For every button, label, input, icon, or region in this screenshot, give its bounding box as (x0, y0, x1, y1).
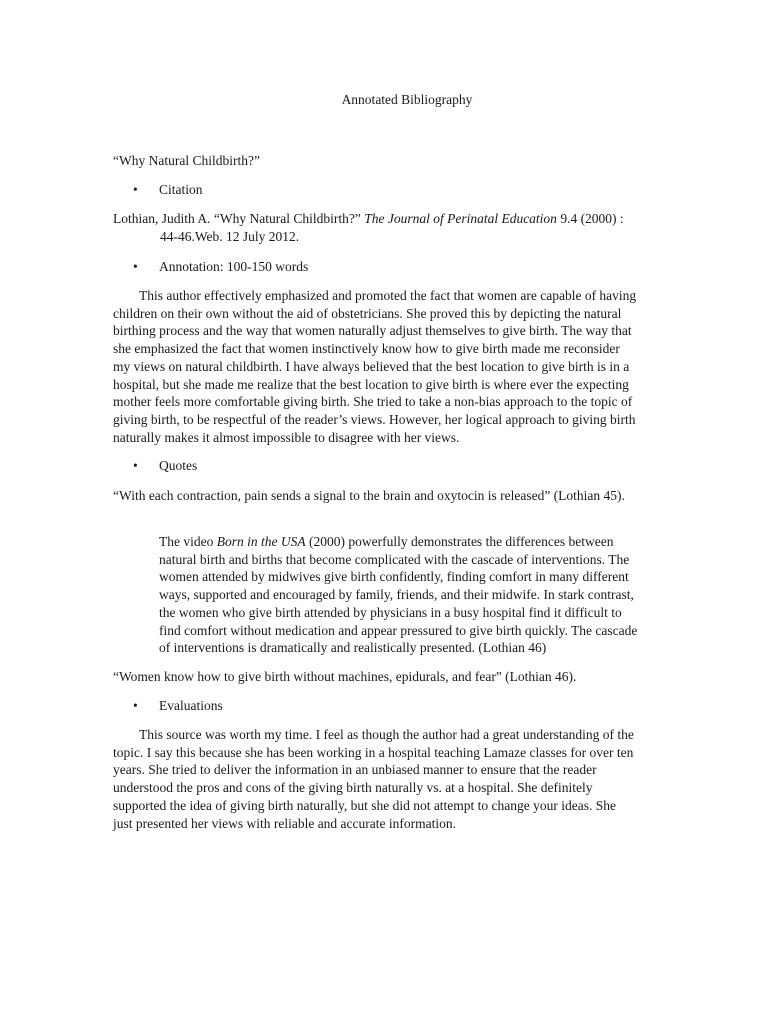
paragraph-line: she emphasized the fact that women instinctively know how to give birth made me reconsider (113, 341, 620, 357)
citation-line: 44-46.Web. 12 July 2012. (160, 228, 300, 244)
evaluations-paragraph (113, 726, 713, 832)
paragraph-line: understood the pros and cons of the giving birth naturally vs. at a hospital. She definitely (113, 780, 593, 796)
citation-journal: The Journal of Perinatal Education (364, 211, 557, 226)
annotation-heading: Annotation: 100-150 words (159, 259, 309, 274)
block-quote-line: natural birth and births that become complicated with the cascade of interventions. The (159, 551, 630, 567)
source-title: “Why Natural Childbirth?” (113, 153, 260, 168)
film-title: Born in the USA (216, 534, 306, 549)
block-quote (159, 533, 699, 657)
citation-entry (113, 210, 713, 245)
block-quote-line: ways, supported and encouraged by family, friends, and their midwife. In stark contrast, (159, 587, 634, 603)
quotes-heading: Quotes (159, 458, 198, 473)
paragraph-line: years. She tried to deliver the information in an unbiased manner to ensure that the reader (113, 762, 597, 778)
quote-1: “With each contraction, pain sends a signal to the brain and oxytocin is released” (Lothian 45). (113, 488, 625, 503)
quote-2: “Women know how to give birth without machines, epidurals, and fear” (Lothian 46). (113, 669, 577, 684)
block-quote-line (159, 533, 699, 551)
citation-author: Lothian, Judith A. “Why Natural Childbirth?” (113, 211, 365, 226)
paragraph-line: just presented her views with reliable and accurate information. (113, 815, 456, 831)
bullet-annotation: • (133, 259, 138, 274)
evaluations-heading: Evaluations (159, 698, 223, 713)
citation-line (113, 210, 713, 228)
paragraph-line: my views on natural childbirth. I have always believed that the best location to give birth is in a (113, 358, 630, 374)
paragraph-line: children on their own without the aid of obstetricians. She proved this by depicting the natural (113, 305, 622, 321)
block-quote-line: find comfort without medication and appear pressured to give birth quickly. The cascade (159, 622, 638, 638)
block-quote-line: the women who give birth attended by physicians in a busy hospital find it difficult to (159, 604, 622, 620)
bullet-quotes: • (133, 458, 138, 473)
paragraph-line: supported the idea of giving birth naturally, but she did not attempt to change your ideas. She (113, 797, 617, 813)
block-quote-text: (2000) powerfully demonstrates the differences between (305, 534, 614, 549)
document-title: Annotated Bibliography (341, 92, 473, 107)
annotation-paragraph (113, 287, 713, 446)
block-quote-line: of interventions is dramatically and realistically presented. (Lothian 46) (159, 640, 547, 656)
paragraph-line: mother feels more comfortable giving birth. She tried to take a non-bias approach to the topic of (113, 394, 633, 410)
paragraph-line: naturally makes it almost impossible to disagree with her views. (113, 429, 460, 445)
block-quote-line: women attended by midwives give birth confidently, finding comfort in many different (159, 569, 629, 585)
paragraph-line: This source was worth my time. I feel as though the author had a great understanding of the (139, 727, 634, 742)
paragraph-line: giving birth, to be respectful of the reader’s views. However, her logical approach to giving birth (113, 411, 636, 427)
paragraph-line: birthing process and the way that women naturally adjust themselves to give birth. The way that (113, 323, 632, 339)
paragraph-line: This author effectively emphasized and promoted the fact that women are capable of having (139, 288, 637, 303)
citation-heading: Citation (159, 182, 203, 197)
block-quote-text: The video (159, 534, 217, 549)
paragraph-line: topic. I say this because she has been working in a hospital teaching Lamaze classes for over ten (113, 744, 634, 760)
paragraph-line: hospital, but she made me realize that the best location to give birth is where ever the expecting (113, 376, 629, 392)
citation-volume: 9.4 (2000) : (556, 211, 624, 226)
bullet-citation: • (133, 182, 138, 197)
bullet-evaluations: • (133, 698, 138, 713)
